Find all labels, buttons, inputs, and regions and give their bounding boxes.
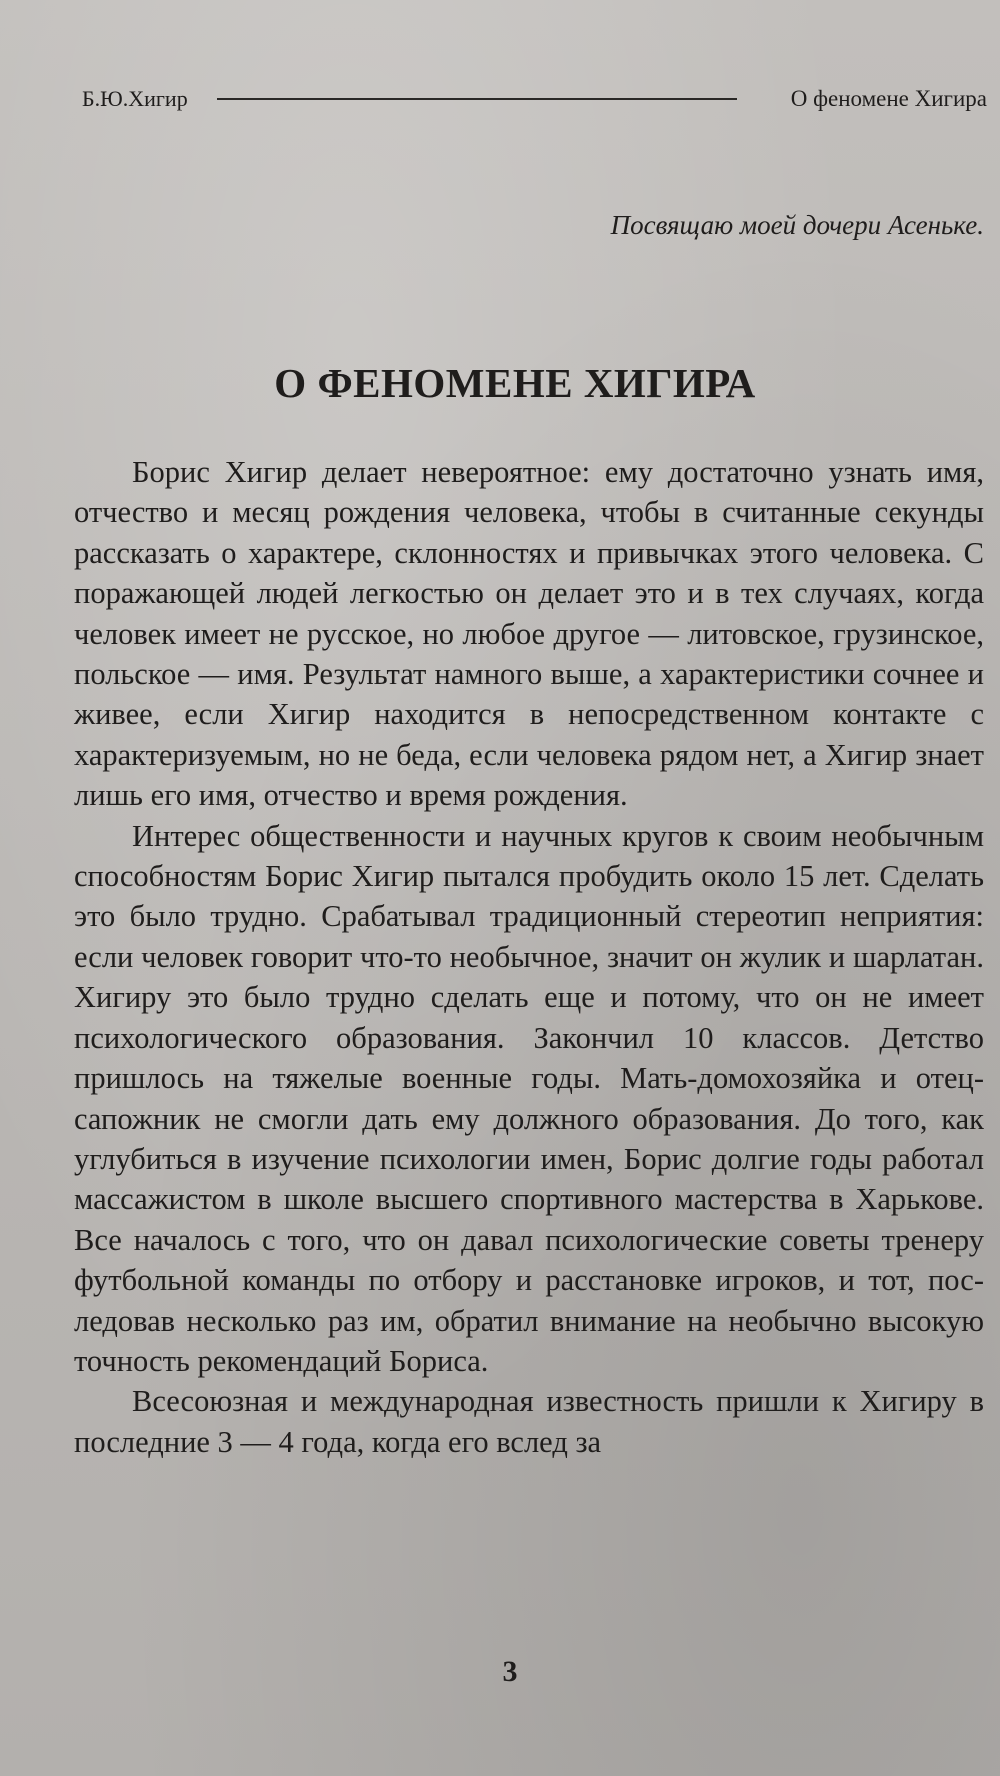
dedication: Посвящаю моей дочери Асеньке. (610, 210, 984, 240)
chapter-title: О ФЕНОМЕНЕ ХИГИРА (274, 360, 756, 406)
running-header (82, 84, 987, 114)
paragraph-1: Борис Хигир делает невероятное: ему достаточно узнать имя, отчество и месяц рождения человека, чтобы в считанные секунды рассказать о характере, склонностях и привычках этого человека. С поражающей людей легкостью он делает это и в тех случаях, когда человек имеет не русское, но любое другое — литовское, грузинское, польское — имя. Результат намного выше, а характеристики сочнее и живее, если Хигир находится в непосредственном контакте с характеризуемым, но не беда, если человека рядом нет, а Хигир знает лишь его имя, отчество и время рождения. (74, 455, 984, 813)
page-number: 3 (502, 1655, 518, 1688)
header-author: Б.Ю.Хигир (82, 86, 188, 111)
body-text (74, 452, 984, 1462)
header-rule (217, 98, 737, 100)
header-section-title: О феномене Хигира (790, 86, 987, 111)
paragraph-3: Всесоюзная и международная известность пришли к Хигиру в последние 3 — 4 года, когда его вслед за (74, 1384, 984, 1459)
paragraph-2: Интерес общественности и научных кругов к своим необычным способностям Борис Хигир пытался пробудить около 15 лет. Сделать это было трудно. Срабатывал традиционный стереотип неприятия: если человек говорит что-то необычное, значит он жулик и шарлатан. Хигиру это было трудно сделать еще и потому, что он не имеет психологического образования. Закончил 10 классов. Детство пришлось на тяжелые военные годы. Мать-домохозяйка и отец-сапожник не смогли дать ему должного образования. До того, как углубиться в изучение психологии имен, Борис долгие годы работал массажистом в школе высшего спортивного мастерства в Харькове. Все началось с того, что он давал психологические советы тренеру футбольной команды по отбору и расстановке игроков, и тот, последовав несколько раз им, обратил внимание на необычно высокую точность рекомендаций Бориса. (74, 818, 984, 1378)
